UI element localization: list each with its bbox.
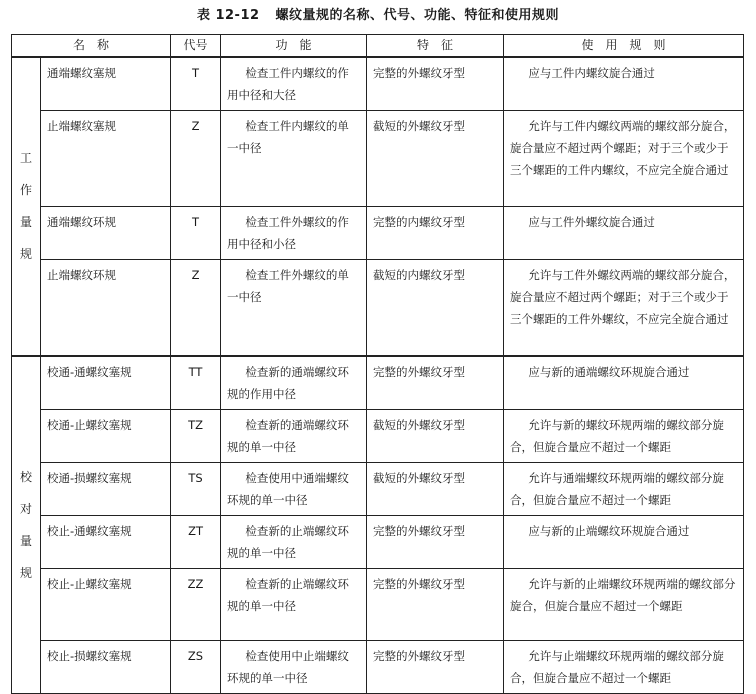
gauge-function-cell: 检查使用中止端螺纹环规的单一中径 <box>221 640 367 693</box>
group-checking-gauges <box>12 356 744 694</box>
gauge-usage-cell: 应与新的止端螺纹环规旋合通过 <box>504 515 744 568</box>
group-label-char: 量 <box>19 533 32 548</box>
group-label-char: 对 <box>19 501 32 516</box>
gauge-name-cell: 校止-止螺纹塞规 <box>41 568 171 640</box>
gauge-usage-cell: 应与新的通端螺纹环规旋合通过 <box>504 356 744 410</box>
gauge-feature-cell: 截短的内螺纹牙型 <box>367 260 504 356</box>
table-row <box>12 57 744 111</box>
table-row <box>12 207 744 260</box>
group-label-char: 校 <box>19 469 32 484</box>
table-header <box>12 35 744 58</box>
gauge-function-cell: 检查工件内螺纹的作用中径和大径 <box>221 57 367 111</box>
gauge-feature-cell: 完整的内螺纹牙型 <box>367 207 504 260</box>
gauge-code-cell: TZ <box>171 409 221 462</box>
gauge-name-cell: 校止-损螺纹塞规 <box>41 640 171 693</box>
table-caption <box>0 4 756 23</box>
table-title: 螺纹量规的名称、代号、功能、特征和使用规则 <box>275 8 560 23</box>
gauge-name-cell: 校通-损螺纹塞规 <box>41 462 171 515</box>
gauge-function-cell: 检查工件外螺纹的作用中径和小径 <box>221 207 367 260</box>
gauge-feature-cell: 完整的外螺纹牙型 <box>367 515 504 568</box>
gauge-function-cell: 检查新的通端螺纹环规的作用中径 <box>221 356 367 410</box>
gauge-feature-cell: 截短的外螺纹牙型 <box>367 111 504 207</box>
gauge-function-cell: 检查新的通端螺纹环规的单一中径 <box>221 409 367 462</box>
gauge-name-cell: 校止-通螺纹塞规 <box>41 515 171 568</box>
group-label-char: 规 <box>19 247 32 262</box>
header-feature: 特 征 <box>367 35 504 58</box>
group-label-char: 规 <box>19 565 32 580</box>
group-label <box>12 356 41 694</box>
group-label-char: 量 <box>19 215 32 230</box>
gauge-feature-cell: 完整的外螺纹牙型 <box>367 640 504 693</box>
header-usage: 使 用 规 则 <box>504 35 744 58</box>
gauge-usage-cell: 应与工件外螺纹旋合通过 <box>504 207 744 260</box>
table-row <box>12 515 744 568</box>
group-label-char: 作 <box>19 183 32 198</box>
gauge-feature-cell: 截短的外螺纹牙型 <box>367 409 504 462</box>
gauge-usage-cell: 允许与工件外螺纹两端的螺纹部分旋合，旋合量应不超过两个螺距；对于三个或少于三个螺距的工件外螺纹，不应完全旋合通过 <box>504 260 744 356</box>
table-row <box>12 462 744 515</box>
gauge-function-cell: 检查新的止端螺纹环规的单一中径 <box>221 568 367 640</box>
gauge-name-cell: 校通-通螺纹塞规 <box>41 356 171 410</box>
table-row <box>12 568 744 640</box>
gauge-feature-cell: 截短的外螺纹牙型 <box>367 462 504 515</box>
header-name: 名 称 <box>12 35 171 58</box>
header-function: 功 能 <box>221 35 367 58</box>
gauge-usage-cell: 允许与新的螺纹环规两端的螺纹部分旋合，但旋合量应不超过一个螺距 <box>504 409 744 462</box>
header-row <box>12 35 744 58</box>
gauge-usage-cell: 允许与工件内螺纹两端的螺纹部分旋合，旋合量应不超过两个螺距；对于三个或少于三个螺距的工件内螺纹，不应完全旋合通过 <box>504 111 744 207</box>
gauge-usage-cell: 允许与通端螺纹环规两端的螺纹部分旋合，但旋合量应不超过一个螺距 <box>504 462 744 515</box>
gauge-function-cell: 检查工件内螺纹的单一中径 <box>221 111 367 207</box>
gauge-function-cell: 检查工件外螺纹的单一中径 <box>221 260 367 356</box>
table-row <box>12 409 744 462</box>
gauge-code-cell: Z <box>171 111 221 207</box>
gauge-code-cell: ZS <box>171 640 221 693</box>
gauge-name-cell: 止端螺纹环规 <box>41 260 171 356</box>
group-label <box>12 57 41 356</box>
gauge-name-cell: 通端螺纹塞规 <box>41 57 171 111</box>
table-number: 表 12-12 <box>196 8 260 23</box>
gauge-usage-cell: 应与工件内螺纹旋合通过 <box>504 57 744 111</box>
gauge-feature-cell: 完整的外螺纹牙型 <box>367 57 504 111</box>
gauge-code-cell: Z <box>171 260 221 356</box>
gauge-name-cell: 通端螺纹环规 <box>41 207 171 260</box>
gauge-function-cell: 检查新的止端螺纹环规的单一中径 <box>221 515 367 568</box>
gauge-code-cell: ZT <box>171 515 221 568</box>
table-row <box>12 111 744 207</box>
gauge-code-cell: ZZ <box>171 568 221 640</box>
gauge-code-cell: TS <box>171 462 221 515</box>
group-label-char: 工 <box>19 151 32 166</box>
gauge-usage-cell: 允许与止端螺纹环规两端的螺纹部分旋合，但旋合量应不超过一个螺距 <box>504 640 744 693</box>
table-row <box>12 260 744 356</box>
gauge-function-cell: 检查使用中通端螺纹环规的单一中径 <box>221 462 367 515</box>
group-working-gauges <box>12 57 744 356</box>
header-code: 代号 <box>171 35 221 58</box>
table-row <box>12 356 744 410</box>
thread-gauge-table <box>11 34 744 694</box>
gauge-name-cell: 校通-止螺纹塞规 <box>41 409 171 462</box>
gauge-usage-cell: 允许与新的止端螺纹环规两端的螺纹部分旋合，但旋合量应不超过一个螺距 <box>504 568 744 640</box>
gauge-code-cell: TT <box>171 356 221 410</box>
table-row <box>12 640 744 693</box>
gauge-feature-cell: 完整的外螺纹牙型 <box>367 356 504 410</box>
gauge-code-cell: T <box>171 57 221 111</box>
gauge-code-cell: T <box>171 207 221 260</box>
gauge-name-cell: 止端螺纹塞规 <box>41 111 171 207</box>
gauge-feature-cell: 完整的外螺纹牙型 <box>367 568 504 640</box>
